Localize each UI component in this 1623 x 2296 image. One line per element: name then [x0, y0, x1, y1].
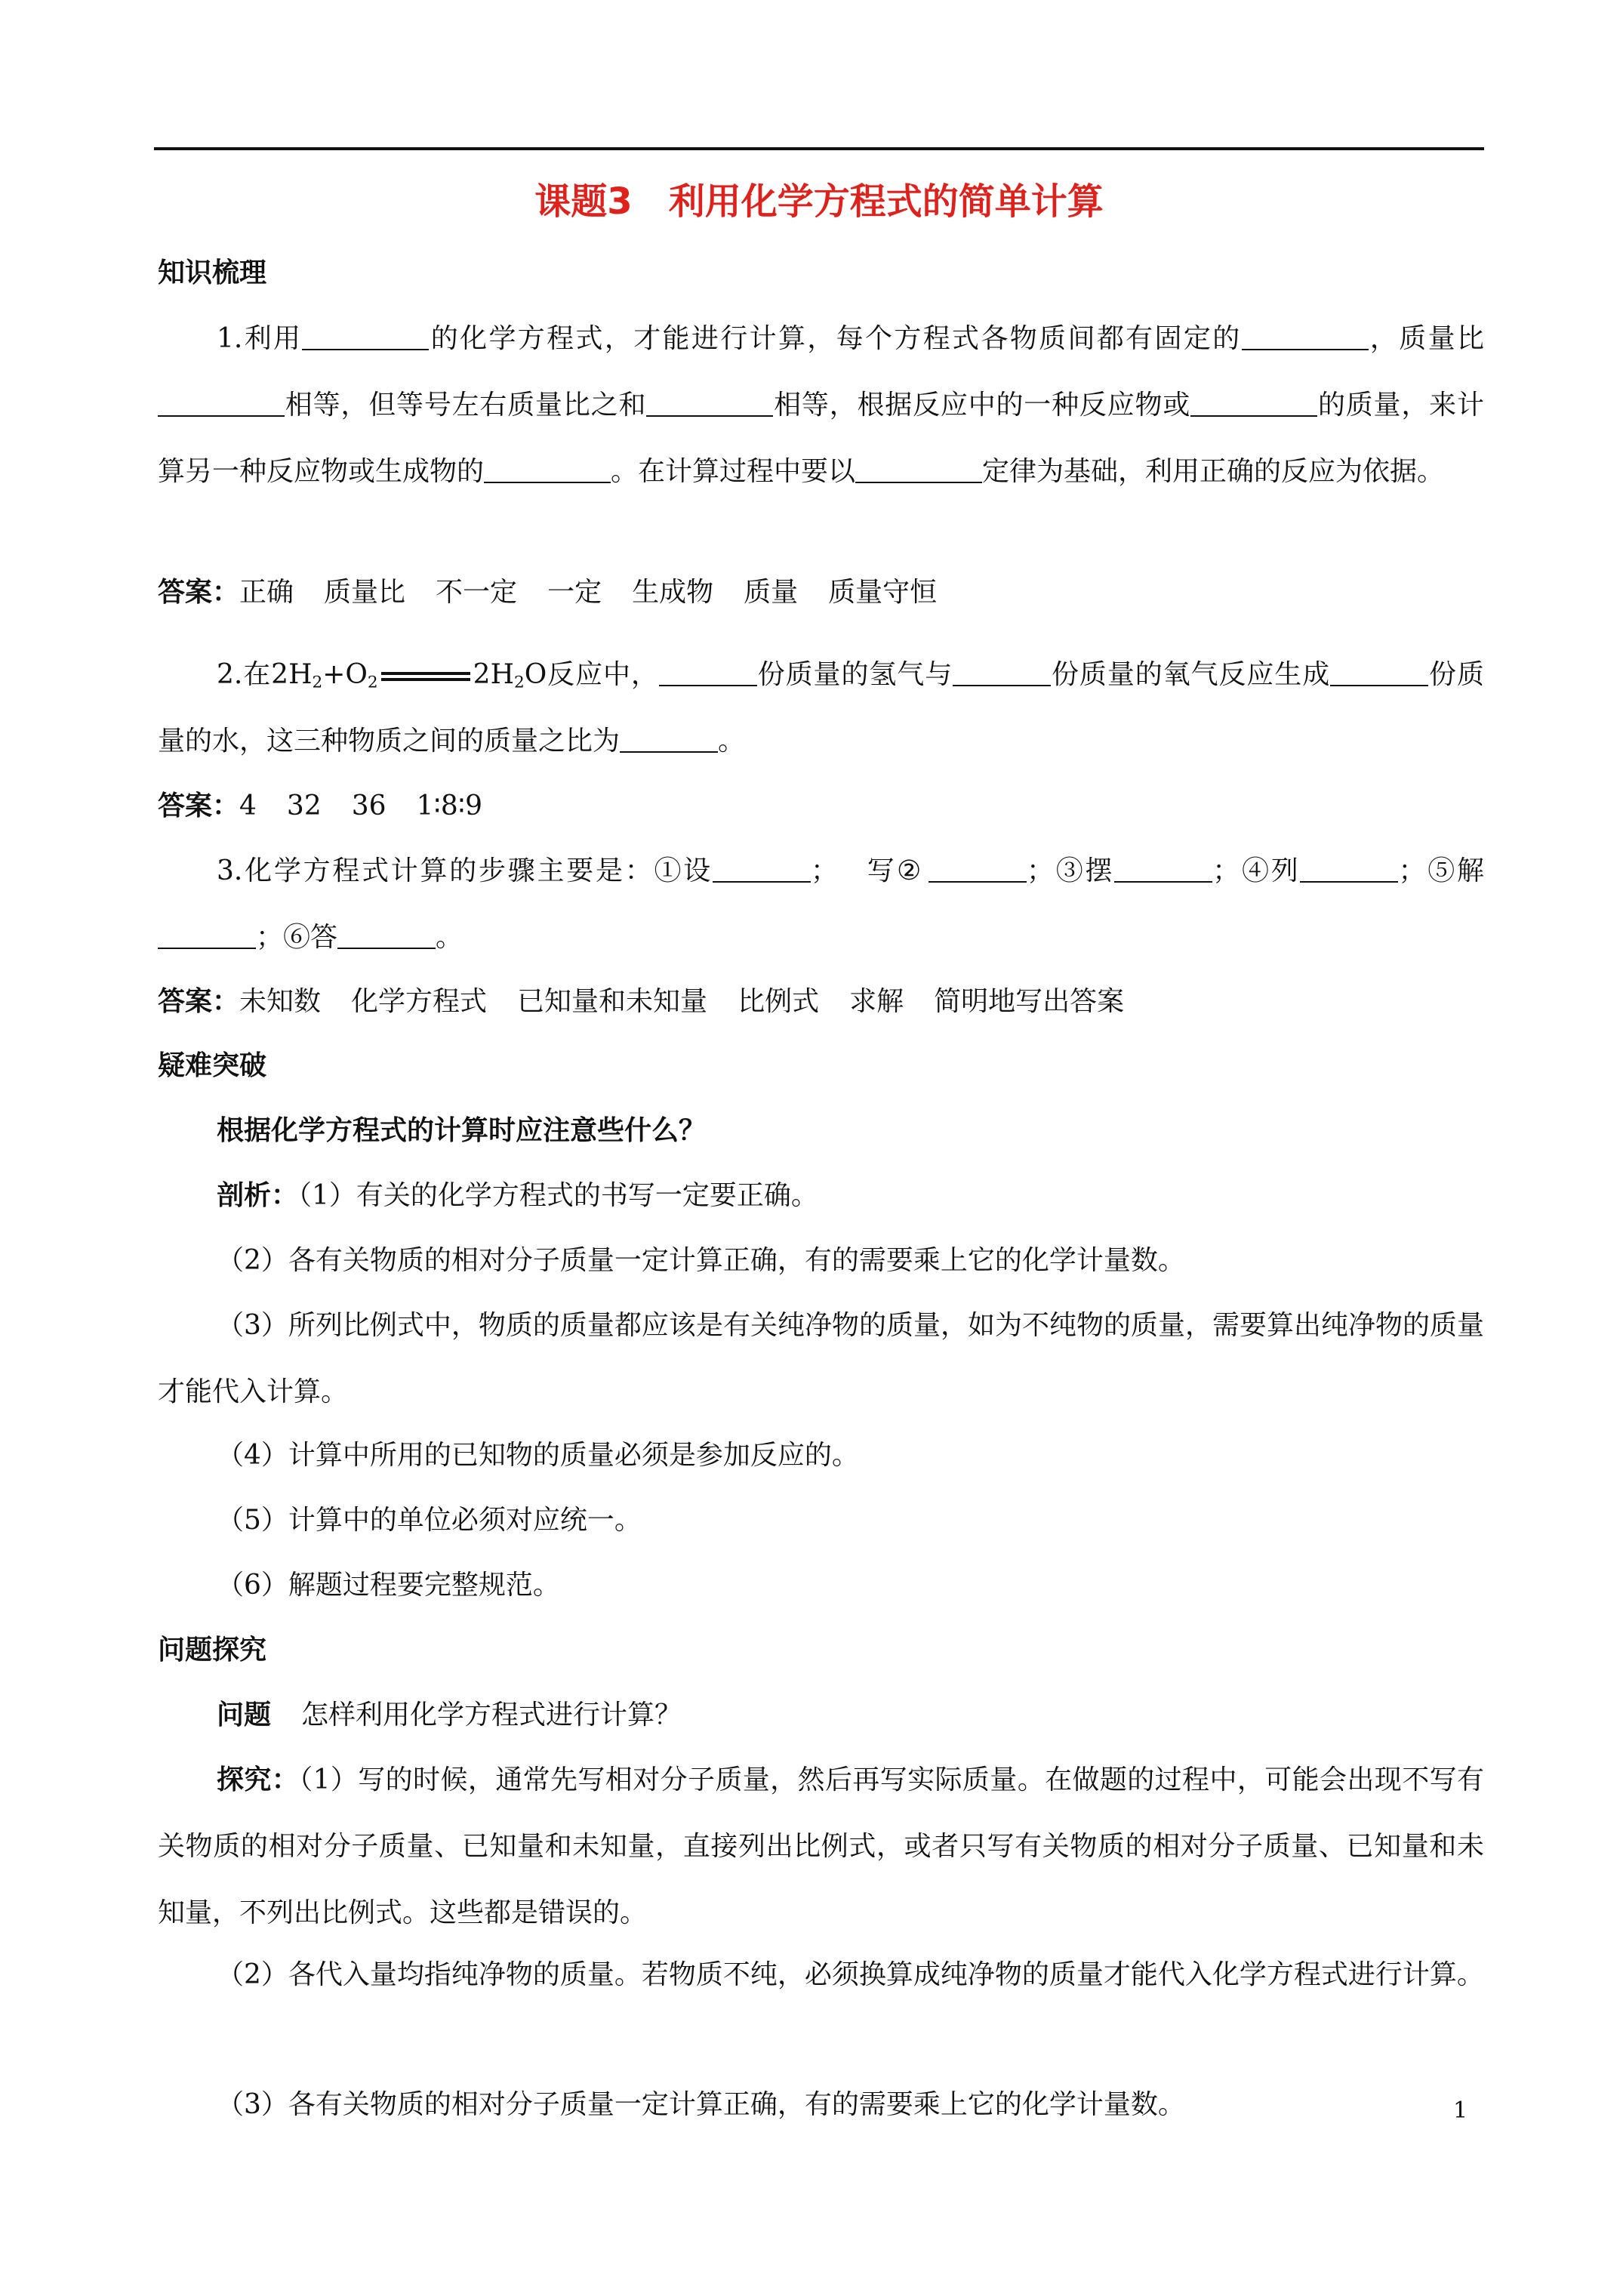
answer-item: 未知数 [239, 986, 322, 1017]
q1-text: ，质量比 [1368, 323, 1484, 354]
answer-blank [713, 854, 811, 883]
page-number: 1 [1453, 2097, 1468, 2124]
answer-item: 不一定 [436, 577, 518, 608]
answer-blank [646, 388, 773, 417]
answer-blank [659, 658, 757, 686]
analysis-item-6: （6）解题过程要完整规范。 [217, 1570, 560, 1601]
answer-blank [953, 658, 1051, 686]
answer-item: 已知量和未知量 [517, 986, 708, 1017]
equals-sign-icon [381, 672, 470, 681]
q3-text: 。 [436, 922, 463, 953]
title-label: 课题3 [534, 180, 633, 223]
q1-text: 相等，但等号左右质量比之和 [285, 390, 647, 421]
analysis-text: （1）有关的化学方程式的书写一定要正确。 [298, 1180, 818, 1211]
answer-blank [1190, 388, 1317, 417]
answer-item: 1∶8∶9 [416, 791, 482, 821]
answer-item: 36 [351, 791, 387, 821]
q1-text: 相等，根据反应中的一种反应物或 [773, 390, 1191, 421]
explore-item-3: （3）各有关物质的相对分子质量一定计算正确，有的需要乘上它的化学计量数。 [217, 2089, 1185, 2120]
explore-label: 探究： [217, 1764, 300, 1795]
answer-1 [158, 559, 1484, 626]
q3-text: ； [810, 855, 838, 886]
answer-3 [158, 969, 1484, 1035]
answer-blank [158, 920, 256, 949]
q1-text: 的化学方程式，才能进行计算，每个方程式各物质间都有固定的 [429, 323, 1242, 354]
q3-text: 写 [864, 855, 897, 886]
answer-blank [1330, 658, 1428, 686]
q2-text: 2.在 [217, 659, 272, 690]
q3-text: ；④列 [1212, 855, 1301, 886]
q2-text: 。 [718, 726, 746, 757]
q3-text: 3.化学方程式计算的步骤主要是：①设 [217, 855, 713, 886]
answer-item: 质量比 [324, 577, 406, 608]
answer-blank [158, 388, 285, 417]
answer-blank [855, 455, 982, 483]
question-3 [158, 838, 1484, 971]
answer-label: 答案： [158, 791, 240, 821]
q3-text: ；⑥答 [256, 922, 338, 953]
answer-blank [337, 920, 436, 949]
question-1 [158, 306, 1484, 505]
q1-text: 定律为基础，利用正确的反应为依据。 [982, 456, 1445, 487]
page-title [154, 172, 1484, 224]
answer-item: 比例式 [738, 986, 820, 1017]
problem-line [158, 1682, 1484, 1749]
answer-blank [1114, 854, 1212, 883]
analysis-item-1 [158, 1163, 1484, 1229]
answer-item: 求解 [849, 986, 904, 1017]
q2-text: 份质量的水，这三种物质之间的质量之比为 [158, 659, 1484, 757]
q2-text: 份质量的氢气与 [756, 659, 953, 690]
explore-text: （1）写的时候，通常先写相对分子质量，然后再写实际质量。在做题的过程中，可能会出现不写有关物质的相对分子质量、已知量和未知量，直接列出比例式，或者只写有关物质的相对分子质量、已知量和未知量，不列出比例式。这些都是错误的。 [158, 1764, 1484, 1928]
problem-text: 怎样利用化学方程式进行计算？ [301, 1700, 682, 1730]
section-heading-exploration: 问题探究 [158, 1635, 267, 1666]
analysis-item-2: （2）各有关物质的相对分子质量一定计算正确，有的需要乘上它的化学计量数。 [217, 1245, 1185, 1276]
answer-item: 质量守恒 [828, 577, 938, 608]
checkmark-icon: ② [896, 855, 922, 886]
chemical-equation: $2H_2+O_2$ $2H_2O$ [271, 659, 547, 692]
q1-text: 1.利用 [217, 323, 303, 354]
header-rule [154, 147, 1484, 150]
answer-blank [1242, 322, 1369, 350]
answer-blank [484, 455, 611, 483]
analysis-item-3: （3）所列比例式中，物质的质量都应该是有关纯净物的质量，如为不纯物的质量，需要算出纯净物的质量才能代入计算。 [158, 1310, 1484, 1407]
analysis-item-4: （4）计算中所用的已知物的质量必须是参加反应的。 [217, 1440, 859, 1471]
difficulty-question: 根据化学方程式的计算时应注意些什么？ [217, 1115, 707, 1146]
answer-item: 质量 [744, 577, 799, 608]
answer-label: 答案： [158, 577, 240, 608]
q1-text: 。在计算过程中要以 [611, 456, 856, 487]
question-2 [158, 642, 1484, 775]
answer-item: 一定 [547, 577, 602, 608]
title-text: 利用化学方程式的简单计算 [668, 180, 1104, 223]
section-heading-knowledge: 知识梳理 [158, 257, 267, 288]
q3-text: ；③摆 [1027, 855, 1115, 886]
answer-blank [302, 322, 429, 350]
answer-item: 简明地写出答案 [934, 986, 1125, 1017]
analysis-label: 剖析： [217, 1180, 299, 1211]
answer-blank [929, 854, 1027, 883]
answer-item: 正确 [239, 577, 294, 608]
answer-label: 答案： [158, 986, 240, 1017]
answer-2 [158, 773, 1484, 840]
answer-item: 生成物 [632, 577, 714, 608]
q2-text: 反应中， [547, 659, 659, 690]
answer-item: 32 [286, 791, 322, 821]
explore-item-2: （2）各代入量均指纯净物的质量。若物质不纯，必须换算成纯净物的质量才能代入化学方程式进行计算。 [217, 1959, 1484, 1990]
q2-text: 份质量的氧气反应生成 [1051, 659, 1331, 690]
answer-item: 化学方程式 [351, 986, 488, 1017]
problem-label: 问题 [217, 1700, 272, 1730]
answer-blank [1300, 854, 1398, 883]
answer-blank [620, 724, 718, 753]
section-heading-difficulty: 疑难突破 [158, 1050, 267, 1081]
q3-text: ；⑤解 [1398, 855, 1484, 886]
q1-text: 的质量，来计算另一种反应物或生成物的 [158, 390, 1484, 487]
explore-item-1 [158, 1747, 1484, 1946]
answer-item: 4 [239, 791, 257, 821]
analysis-item-5: （5）计算中的单位必须对应统一。 [217, 1505, 642, 1536]
